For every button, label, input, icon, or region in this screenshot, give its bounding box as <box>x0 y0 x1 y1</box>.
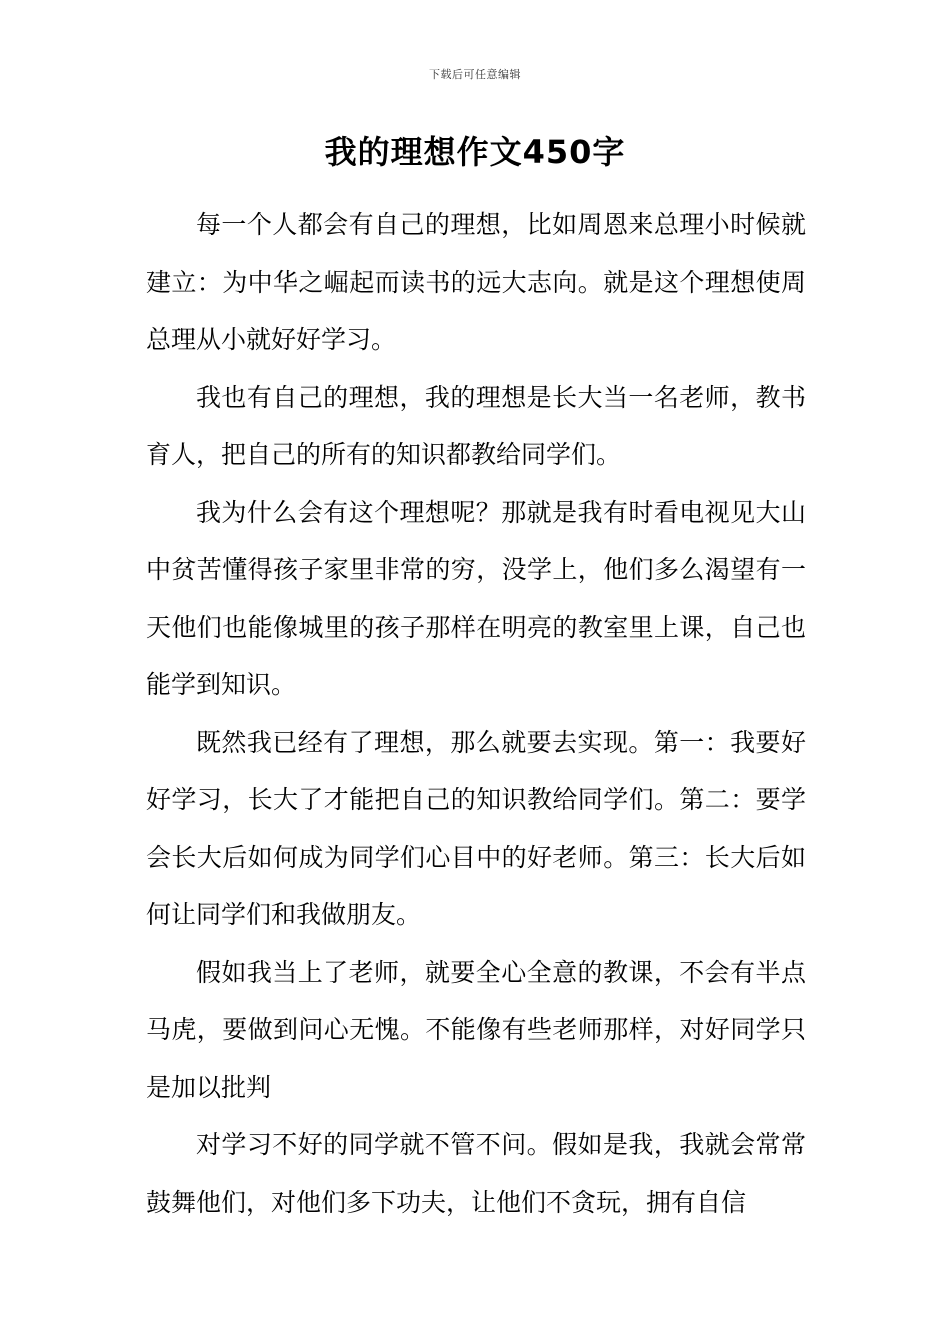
paragraph-2: 我也有自己的理想，我的理想是长大当一名老师，教书育人，把自己的所有的知识都教给同学们。 <box>146 382 806 469</box>
paragraph-1: 每一个人都会有自己的理想，比如周恩来总理小时候就建立：为中华之崛起而读书的远大志向。就是这个理想使周总理从小就好好学习。 <box>146 210 806 354</box>
paragraph-6: 对学习不好的同学就不管不问。假如是我，我就会常常鼓舞他们，对他们多下功夫，让他们不贪玩，拥有自信 <box>146 1130 806 1217</box>
paragraph-3: 我为什么会有这个理想呢？那就是我有时看电视见大山中贫苦懂得孩子家里非常的穷，没学上，他们多么渴望有一天他们也能像城里的孩子那样在明亮的教室里上课，自己也能学到知识。 <box>146 497 806 699</box>
paragraph-5: 假如我当上了老师，就要全心全意的教课，不会有半点马虎，要做到问心无愧。不能像有些老师那样，对好同学只是加以批判 <box>146 957 806 1102</box>
document-body <box>146 196 806 1231</box>
document-title: 我的理想作文450字 <box>324 133 626 171</box>
paragraph-4: 既然我已经有了理想，那么就要去实现。第一：我要好好学习，长大了才能把自己的知识教给同学们。第二：要学会长大后如何成为同学们心目中的好老师。第三：长大后如何让同学们和我做朋友。 <box>146 727 806 929</box>
header-note: 下载后可任意编辑 <box>429 68 521 81</box>
